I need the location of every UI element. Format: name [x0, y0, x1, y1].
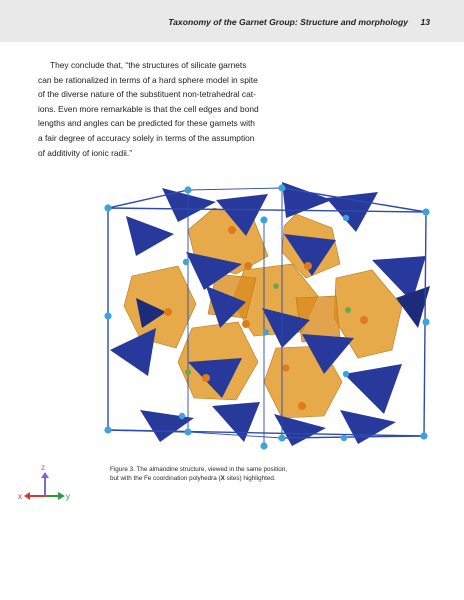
- y-axis-label: y: [66, 492, 70, 501]
- atom-blue: [260, 216, 267, 223]
- atom-blue: [420, 432, 427, 439]
- si-tetrahedron: [326, 192, 378, 232]
- body-line: of the diverse nature of the substituent non-tetrahedral cat-: [38, 89, 256, 100]
- si-tetrahedron: [282, 182, 332, 218]
- atom-blue: [104, 312, 111, 319]
- z-axis-arrow: [41, 472, 49, 478]
- body-line: lengths and angles can be predicted for these garnets with: [38, 118, 255, 129]
- body-line: a fair degree of accuracy solely in terms of the assumption: [38, 132, 255, 143]
- atom-blue: [343, 371, 349, 377]
- atom-blue: [104, 426, 111, 433]
- atom-blue: [104, 204, 111, 211]
- figure-caption: [110, 466, 330, 483]
- atom-blue: [422, 208, 429, 215]
- body-line: can be rationalized in terms of a hard sphere model in spite: [38, 74, 258, 85]
- atom-orange: [360, 316, 368, 324]
- caption-text: sites) highlighted.: [224, 474, 276, 482]
- z-axis-label: z: [41, 463, 45, 472]
- running-head: [168, 17, 430, 27]
- atom-blue: [278, 184, 285, 191]
- si-tetrahedron: [344, 364, 402, 414]
- atom-orange: [202, 374, 210, 382]
- atom-blue: [183, 259, 189, 265]
- x-axis-arrow: [24, 492, 30, 500]
- caption-line: Figure 3. The almandine structure, viewed in the same position,: [110, 466, 287, 473]
- atom-blue: [278, 434, 285, 441]
- y-axis-arrow: [58, 492, 65, 500]
- body-line: of additivity of ionic radii.”: [38, 147, 133, 158]
- x-axis-label: x: [18, 492, 22, 501]
- almandine-structure-figure: [96, 178, 440, 450]
- caption-text: but with the Fe coordination polyhedra (: [110, 474, 221, 482]
- atom-blue: [184, 428, 191, 435]
- body-line: ions. Even more remarkable is that the cell edges and bond: [38, 103, 259, 114]
- atom-blue: [260, 442, 267, 449]
- si-tetrahedron: [340, 410, 396, 444]
- atom-orange: [228, 226, 236, 234]
- si-tetrahedron: [140, 410, 194, 442]
- atom-blue: [263, 329, 269, 335]
- axis-triad: [18, 460, 78, 510]
- atom-blue: [422, 318, 429, 325]
- body-paragraph: [38, 58, 284, 160]
- caption-line: [110, 475, 330, 484]
- fe-polyhedron: [124, 266, 196, 348]
- atom-green: [345, 307, 351, 313]
- atom-blue: [343, 215, 349, 221]
- atom-blue: [341, 435, 347, 441]
- si-tetrahedron: [126, 216, 174, 256]
- running-head-title: Taxonomy of the Garnet Group: Structure and morphology: [168, 17, 409, 27]
- page-number: 13: [420, 17, 430, 27]
- atom-orange: [298, 402, 306, 410]
- atom-blue: [179, 413, 185, 419]
- atom-orange: [164, 308, 172, 316]
- caption-site-symbol: X: [220, 474, 225, 482]
- atom-green: [185, 369, 191, 375]
- atom-green: [273, 283, 279, 289]
- atom-orange: [283, 365, 290, 372]
- atom-orange: [244, 262, 252, 270]
- atom-blue: [184, 186, 191, 193]
- body-line: They conclude that, “the structures of silicate garnets: [50, 60, 247, 70]
- atom-orange: [242, 320, 250, 328]
- si-tetrahedron: [110, 328, 156, 376]
- atom-orange: [304, 262, 312, 270]
